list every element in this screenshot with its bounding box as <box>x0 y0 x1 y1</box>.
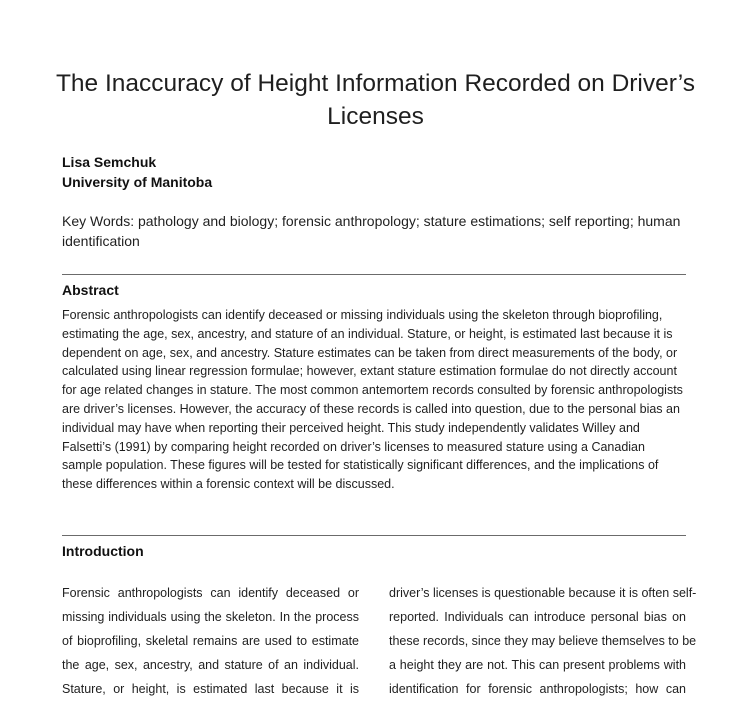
keywords: Key Words: pathology and biology; forensic anthropology; stature estimations; self reporting; human identification <box>62 213 681 249</box>
text-line: a height they are not. This can present problems with <box>389 658 686 672</box>
text-line: these records, since they may believe themselves to be <box>389 634 697 648</box>
author-block <box>62 152 212 192</box>
text-line: of bioprofiling, skeletal remains are used to estimate <box>62 634 359 648</box>
text-line: Forensic anthropologists can identify deceased or <box>62 586 359 600</box>
introduction-heading: Introduction <box>62 543 144 559</box>
text-line: the age, sex, ancestry, and stature of an individual. <box>62 658 359 672</box>
abstract-heading: Abstract <box>62 282 119 298</box>
section-divider <box>62 274 686 275</box>
abstract-body: Forensic anthropologists can identify deceased or missing individuals using the skeleton through bioprofiling, estimating the age, sex, ancestry, and stature of an individual. Stature, or height, is estimated last because it is dependent on age, sex, and ancestry. Stature estimates can be taken from direct measurements of the body, or calculated using linear regression formulae; however, extant stature estimation formulae do not directly account for age related changes in stature. The most common antemortem records consulted by forensic anthropologists are driver’s licenses. However, the accuracy of these records is called into question, due to the personal bias an individual may have when reporting their perceived height. This study independently validates Willey and Falsetti’s (1991) by comparing height recorded on driver’s licenses to measured stature using a Canadian sample population. These figures will be tested for statistically significant differences, and the implications of these differences within a forensic context will be discussed. <box>62 308 683 492</box>
author-affiliation: University of Manitoba <box>62 174 213 190</box>
text-line: identification for forensic anthropologists; how can <box>389 682 686 696</box>
introduction-column-right <box>389 581 697 701</box>
text-line: driver’s licenses is questionable because it is often self- <box>389 586 697 600</box>
text-line: reported. Individuals can introduce personal bias on <box>389 610 686 624</box>
introduction-column-left <box>62 581 359 701</box>
section-divider <box>62 535 686 536</box>
text-line: missing individuals using the skeleton. In the process <box>62 610 359 624</box>
author-name: Lisa Semchuk <box>62 154 157 170</box>
paper-title: The Inaccuracy of Height Information Recorded on Driver’s Licenses <box>55 70 696 130</box>
text-line: Stature, or height, is estimated last because it is <box>62 682 359 696</box>
